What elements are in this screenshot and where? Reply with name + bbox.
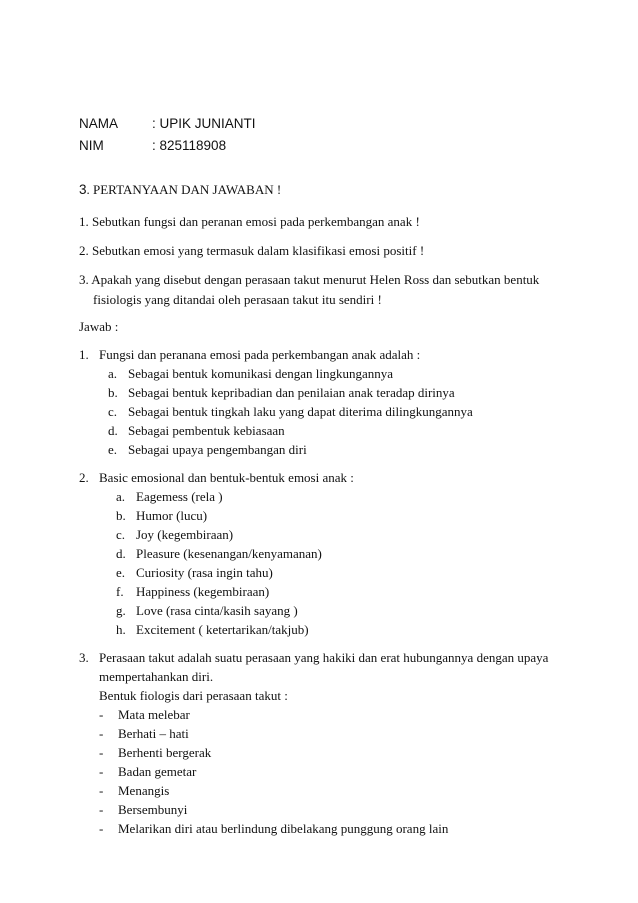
- list-marker: f.: [116, 584, 124, 599]
- list-item: [99, 726, 189, 742]
- list-text: Excitement ( ketertarikan/takjub): [136, 622, 309, 637]
- list-item: [99, 745, 211, 761]
- list-marker: -: [99, 707, 104, 722]
- list-text: Happiness (kegembiraan): [136, 584, 270, 599]
- list-marker: b.: [116, 508, 126, 523]
- answer-2-intro: Basic emosional dan bentuk-bentuk emosi anak :: [99, 470, 354, 485]
- list-text: Badan gemetar: [118, 764, 197, 779]
- nim-value: : 825118908: [152, 138, 227, 153]
- section-number: 3: [79, 182, 87, 197]
- list-item: [116, 622, 309, 638]
- list-marker: c.: [108, 404, 118, 419]
- list-text: Bersembunyi: [118, 802, 188, 817]
- list-marker: -: [99, 783, 104, 798]
- list-item: [116, 489, 223, 505]
- list-item: [116, 584, 269, 600]
- list-marker: -: [99, 802, 104, 817]
- list-item: [108, 442, 307, 458]
- nim-label: NIM: [79, 138, 104, 153]
- list-item: [108, 404, 473, 420]
- list-item: [116, 508, 207, 524]
- list-marker: a.: [116, 489, 126, 504]
- list-marker: d.: [116, 546, 126, 561]
- list-marker: d.: [108, 423, 118, 438]
- section-title: . PERTANYAAN DAN JAWABAN !: [86, 182, 282, 197]
- list-text: Sebagai bentuk kepribadian dan penilaian anak teradap dirinya: [128, 385, 455, 400]
- list-text: Curiosity (rasa ingin tahu): [136, 565, 273, 580]
- list-item: [116, 546, 322, 562]
- list-text: Mata melebar: [118, 707, 190, 722]
- question-1: 1. Sebutkan fungsi dan peranan emosi pada perkembangan anak !: [79, 214, 420, 229]
- list-item: [116, 527, 233, 543]
- list-text: Melarikan diri atau berlindung dibelakang punggung orang lain: [118, 821, 449, 836]
- list-text: Sebagai bentuk komunikasi dengan lingkungannya: [128, 366, 394, 381]
- list-item: [116, 565, 273, 581]
- question-3-line-2: fisiologis yang ditandai oleh perasaan takut itu sendiri !: [93, 292, 382, 307]
- list-text: Pleasure (kesenangan/kenyamanan): [136, 546, 322, 561]
- list-marker: b.: [108, 385, 118, 400]
- list-marker: -: [99, 764, 104, 779]
- section-heading: [79, 182, 281, 198]
- list-text: Menangis: [118, 783, 170, 798]
- list-text: Love (rasa cinta/kasih sayang ): [136, 603, 298, 618]
- list-marker: c.: [116, 527, 126, 542]
- answer-3-line-1: Perasaan takut adalah suatu perasaan yang hakiki dan erat hubungannya dengan upaya: [99, 650, 549, 665]
- list-item: [108, 385, 455, 401]
- list-item: [108, 366, 393, 382]
- list-marker: e.: [116, 565, 126, 580]
- list-marker: -: [99, 726, 104, 741]
- list-marker: g.: [116, 603, 126, 618]
- name-label: NAMA: [79, 116, 119, 131]
- list-marker: -: [99, 821, 104, 836]
- answer-3-number: 3.: [79, 650, 89, 665]
- list-item: [99, 802, 187, 818]
- answer-label: Jawab :: [79, 319, 119, 334]
- answer-3-line-3: Bentuk fiologis dari perasaan takut :: [99, 688, 288, 703]
- list-text: Berhati – hati: [118, 726, 189, 741]
- answer-3-line-2: mempertahankan diri.: [99, 669, 214, 684]
- list-item: [108, 423, 285, 439]
- answer-2-number: 2.: [79, 470, 89, 485]
- list-text: Sebagai upaya pengembangan diri: [128, 442, 307, 457]
- list-item: [116, 603, 298, 619]
- list-item: [99, 707, 190, 723]
- list-item: [99, 764, 196, 780]
- question-2: 2. Sebutkan emosi yang termasuk dalam klasifikasi emosi positif !: [79, 243, 425, 258]
- list-text: Joy (kegembiraan): [136, 527, 234, 542]
- list-marker: -: [99, 745, 104, 760]
- list-item: [99, 783, 169, 799]
- question-3-line-1: 3. Apakah yang disebut dengan perasaan takut menurut Helen Ross dan sebutkan bentuk: [79, 272, 540, 287]
- list-text: Eagemess (rela ): [136, 489, 223, 504]
- list-marker: a.: [108, 366, 118, 381]
- answer-1-number: 1.: [79, 347, 89, 362]
- list-item: [99, 821, 448, 837]
- list-text: Sebagai pembentuk kebiasaan: [128, 423, 285, 438]
- list-marker: e.: [108, 442, 118, 457]
- answer-1-intro: Fungsi dan peranana emosi pada perkembangan anak adalah :: [99, 347, 421, 362]
- list-text: Sebagai bentuk tingkah laku yang dapat diterima dilingkungannya: [128, 404, 473, 419]
- list-text: Humor (lucu): [136, 508, 208, 523]
- list-text: Berhenti bergerak: [118, 745, 212, 760]
- list-marker: h.: [116, 622, 126, 637]
- name-value: : UPIK JUNIANTI: [152, 116, 256, 131]
